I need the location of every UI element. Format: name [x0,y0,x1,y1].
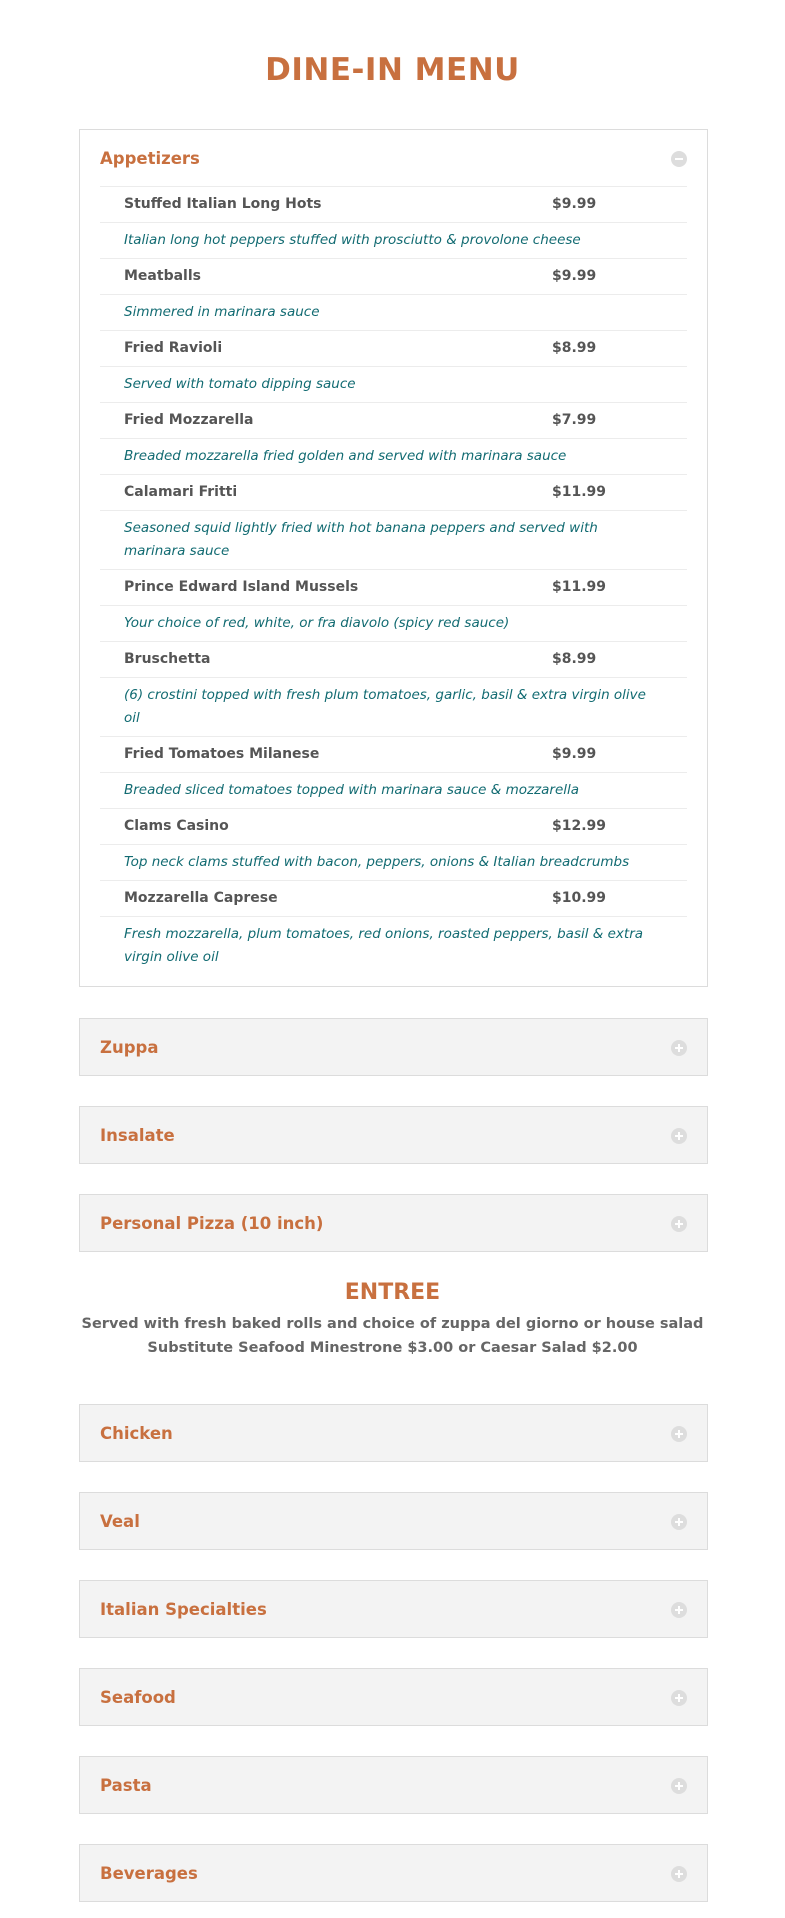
item-price: $8.99 [552,340,597,356]
item-name: Fried Ravioli [124,340,223,356]
item-name: Mozzarella Caprese [124,890,278,906]
item-price: $11.99 [552,484,607,500]
accordion-header-appetizers[interactable] [80,130,707,186]
accordion-title: Zuppa [100,1038,159,1057]
accordion-title: Beverages [100,1864,198,1883]
minus-circle-icon[interactable] [671,151,687,167]
accordion-beverages[interactable] [79,1844,708,1902]
accordion-title: Pasta [100,1776,152,1795]
accordion-title: Chicken [100,1424,173,1443]
item-price: $7.99 [552,412,597,428]
appetizer-list [100,186,687,975]
accordion-header-personal-pizza[interactable] [80,1195,707,1251]
item-name: Calamari Fritti [124,484,238,500]
item-description: Top neck clams stuffed with bacon, peppers, onions & Italian breadcrumbs [124,854,630,870]
menu-item-row [100,809,687,845]
item-description: Breaded mozzarella fried golden and served with marinara sauce [124,448,567,464]
accordion-seafood[interactable] [79,1668,708,1726]
accordion-header-zuppa[interactable] [80,1019,707,1075]
accordion-header-seafood[interactable] [80,1669,707,1725]
accordion-header-beverages[interactable] [80,1845,707,1901]
plus-circle-icon[interactable] [671,1690,687,1706]
menu-item-description-row [100,223,687,259]
menu-item-row [100,881,687,917]
plus-circle-icon[interactable] [671,1426,687,1442]
item-name: Meatballs [124,268,201,284]
accordion-header-italian-specialties[interactable] [80,1581,707,1637]
menu-item-description-row [100,606,687,642]
item-price: $9.99 [552,196,597,212]
menu-item-row [100,403,687,439]
item-name: Prince Edward Island Mussels [124,579,359,595]
item-description: Breaded sliced tomatoes topped with marinara sauce & mozzarella [124,782,580,798]
item-description: Seasoned squid lightly fried with hot banana peppers and served with marinara sauce [124,520,598,559]
accordion-title: Seafood [100,1688,176,1707]
accordion-header-chicken[interactable] [80,1405,707,1461]
accordion-title: Veal [100,1512,140,1531]
menu-item-row [100,570,687,606]
item-price: $11.99 [552,579,607,595]
item-name: Fried Tomatoes Milanese [124,746,320,762]
item-description: Served with tomato dipping sauce [124,376,356,392]
plus-circle-icon[interactable] [671,1866,687,1882]
item-description: Fresh mozzarella, plum tomatoes, red onions, roasted peppers, basil & extra virgin olive oil [124,926,644,965]
item-description: (6) crostini topped with fresh plum tomatoes, garlic, basil & extra virgin olive oil [124,687,646,726]
entree-note-line-1: Served with fresh baked rolls and choice of zuppa del giorno or house salad [81,1316,704,1332]
menu-item-row [100,642,687,678]
accordion-chicken[interactable] [79,1404,708,1462]
item-name: Clams Casino [124,818,229,834]
item-name: Stuffed Italian Long Hots [124,196,322,212]
accordion-personal-pizza[interactable] [79,1194,708,1252]
menu-item-row [100,737,687,773]
plus-circle-icon[interactable] [671,1216,687,1232]
menu-item-description-row [100,678,687,737]
menu-item-description-row [100,917,687,975]
item-price: $9.99 [552,746,597,762]
accordion-veal[interactable] [79,1492,708,1550]
item-name: Fried Mozzarella [124,412,254,428]
accordion-title: Personal Pizza (10 inch) [100,1214,324,1233]
item-price: $9.99 [552,268,597,284]
entree-heading: ENTREE [344,1280,441,1305]
menu-item-description-row [100,367,687,403]
item-description: Your choice of red, white, or fra diavolo (spicy red sauce) [124,615,510,631]
item-price: $8.99 [552,651,597,667]
accordion-title: Italian Specialties [100,1600,267,1619]
plus-circle-icon[interactable] [671,1128,687,1144]
menu-item-row [100,259,687,295]
plus-circle-icon[interactable] [671,1602,687,1618]
accordion-appetizers [79,129,708,987]
item-price: $12.99 [552,818,607,834]
menu-item-description-row [100,511,687,570]
accordion-insalate[interactable] [79,1106,708,1164]
plus-circle-icon[interactable] [671,1040,687,1056]
accordion-zuppa[interactable] [79,1018,708,1076]
menu-item-description-row [100,439,687,475]
menu-item-row [100,187,687,223]
accordion-header-pasta[interactable] [80,1757,707,1813]
item-name: Bruschetta [124,651,211,667]
accordion-header-veal[interactable] [80,1493,707,1549]
accordion-italian-specialties[interactable] [79,1580,708,1638]
accordion-title: Insalate [100,1126,175,1145]
menu-item-row [100,475,687,511]
page-title: DINE-IN MENU [265,52,520,88]
menu-item-description-row [100,773,687,809]
menu-item-description-row [100,845,687,881]
item-description: Italian long hot peppers stuffed with prosciutto & provolone cheese [124,232,581,248]
plus-circle-icon[interactable] [671,1778,687,1794]
entree-note-line-2: Substitute Seafood Minestrone $3.00 or Caesar Salad $2.00 [147,1340,638,1356]
menu-item-description-row [100,295,687,331]
accordion-header-insalate[interactable] [80,1107,707,1163]
accordion-pasta[interactable] [79,1756,708,1814]
item-price: $10.99 [552,890,607,906]
plus-circle-icon[interactable] [671,1514,687,1530]
item-description: Simmered in marinara sauce [124,304,320,320]
menu-item-row [100,331,687,367]
accordion-title: Appetizers [100,149,200,168]
